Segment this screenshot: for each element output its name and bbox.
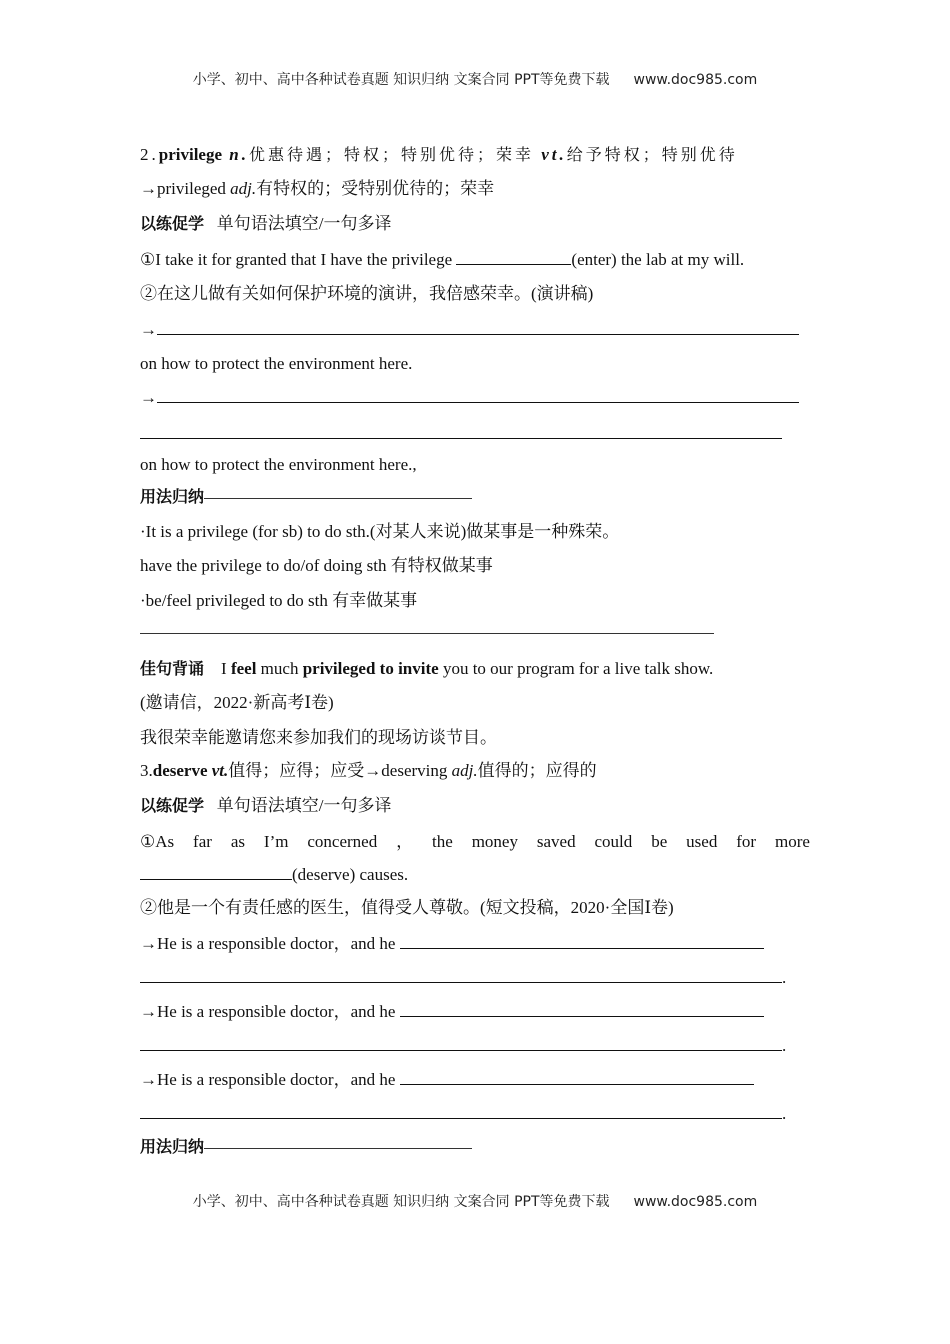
answer-line <box>140 1102 786 1126</box>
usage-item: ·It is a privilege (for sb) to do sth.(对某人来说)做某事是一种殊荣。 <box>140 522 620 541</box>
usage-label: 用法归纳 <box>140 1137 205 1156</box>
derived-word: →privileged <box>140 179 231 198</box>
entry-deserve-title <box>140 759 597 783</box>
pos: vt. <box>541 145 567 164</box>
headword: privilege <box>158 145 223 164</box>
meaning: 给予特权；特别优待 <box>566 145 738 164</box>
answer-line <box>140 1068 754 1092</box>
answer-tail: on how to protect the environment here. <box>140 354 413 373</box>
answer-line <box>140 1034 786 1058</box>
practice-heading <box>140 794 392 818</box>
question-text: (enter) the lab at my will. <box>571 250 745 269</box>
question-word: more <box>774 832 810 851</box>
pos: vt. <box>211 761 229 780</box>
usage-heading <box>140 485 472 509</box>
answer-tail: on how to protect the environment here., <box>140 455 417 474</box>
text: I <box>221 659 231 678</box>
question-word: far <box>193 832 212 851</box>
answer-blank[interactable] <box>400 934 764 949</box>
practice-heading <box>140 212 392 236</box>
answer-prefix: →He is a responsible doctor，and he <box>140 1070 400 1089</box>
period: . <box>782 1104 787 1123</box>
question-word: saved <box>536 832 576 851</box>
page-footer <box>0 1191 950 1211</box>
entry-number: 3. <box>140 761 153 780</box>
text: you to our program for a live talk show. <box>438 659 714 678</box>
pos: adj. <box>451 761 478 780</box>
derived-line <box>140 177 494 201</box>
question-word: ， <box>396 832 414 851</box>
meaning: 有特权的；受特别优待的；荣幸 <box>256 179 495 198</box>
practice-type: 单句语法填空/一句多译 <box>216 796 392 815</box>
divider <box>204 1148 472 1149</box>
answer-line <box>140 318 799 342</box>
recite-source: (邀请信，2022·新高考Ⅰ卷) <box>140 693 334 712</box>
answer-blank[interactable] <box>140 424 782 439</box>
question-word: could <box>594 832 633 851</box>
question-1-cont <box>140 863 408 887</box>
question-word: for <box>736 832 757 851</box>
question-word: used <box>686 832 718 851</box>
answer-line <box>140 932 764 956</box>
question-word: ①As <box>140 832 175 851</box>
question-word: be <box>651 832 668 851</box>
question-word: the <box>432 832 453 851</box>
footer-url: www.doc985.com <box>633 1194 758 1210</box>
text: much <box>256 659 303 678</box>
usage-item: ·be/feel privileged to do sth 有幸做某事 <box>140 591 418 610</box>
divider <box>140 633 714 634</box>
answer-prefix: →He is a responsible doctor，and he <box>140 934 400 953</box>
usage-label: 用法归纳 <box>140 487 205 506</box>
answer-line <box>140 1000 764 1024</box>
entry-number: 2. <box>140 145 159 164</box>
meaning: 值得；应得；应受→deserving <box>228 761 452 780</box>
question-word: concerned <box>307 832 378 851</box>
usage-item: have the privilege to do/of doing sth 有特权做某事 <box>140 556 493 575</box>
pos: n. <box>229 145 249 164</box>
answer-line <box>140 966 786 990</box>
question-word: money <box>471 832 518 851</box>
highlight: feel <box>230 659 257 678</box>
page-header <box>0 69 950 89</box>
arrow-icon: → <box>140 320 157 339</box>
footer-text: 小学、初中、高中各种试卷真题 知识归纳 文案合同 PPT等免费下载 <box>192 1194 610 1210</box>
recite-sentence <box>140 657 713 681</box>
question-1 <box>140 248 744 272</box>
answer-blank[interactable] <box>140 1104 782 1119</box>
answer-blank[interactable] <box>140 865 292 880</box>
answer-line <box>140 386 799 410</box>
question-text: ①I take it for granted that I have the privilege <box>140 250 457 269</box>
question-word: as <box>230 832 245 851</box>
answer-blank[interactable] <box>400 1070 754 1085</box>
header-url: www.doc985.com <box>633 72 758 88</box>
question-2: ②在这儿做有关如何保护环境的演讲，我倍感荣幸。(演讲稿) <box>140 284 594 303</box>
meaning: 优惠待遇；特权；特别优待；荣幸 <box>248 145 534 164</box>
question-2: ②他是一个有责任感的医生，值得受人尊敬。(短文投稿，2020·全国Ⅰ卷) <box>140 898 674 917</box>
headword: deserve <box>152 761 208 780</box>
question-text: (deserve) causes. <box>292 865 409 884</box>
divider <box>204 498 472 499</box>
recite-label: 佳句背诵 <box>140 659 205 678</box>
answer-prefix: →He is a responsible doctor，and he <box>140 1002 400 1021</box>
answer-blank[interactable] <box>157 320 799 335</box>
answer-blank[interactable] <box>400 1002 764 1017</box>
answer-blank[interactable] <box>140 968 782 983</box>
recite-translation: 我很荣幸能邀请您来参加我们的现场访谈节目。 <box>140 728 497 747</box>
answer-blank[interactable] <box>140 1036 782 1051</box>
practice-label: 以练促学 <box>140 214 205 233</box>
answer-blank[interactable] <box>157 388 799 403</box>
question-1 <box>140 830 810 854</box>
usage-heading <box>140 1135 472 1159</box>
practice-type: 单句语法填空/一句多译 <box>216 214 392 233</box>
pos: adj. <box>230 179 257 198</box>
highlight: privileged to invite <box>302 659 439 678</box>
practice-label: 以练促学 <box>140 796 205 815</box>
meaning: 值得的；应得的 <box>477 761 597 780</box>
arrow-icon: → <box>140 388 157 407</box>
header-text: 小学、初中、高中各种试卷真题 知识归纳 文案合同 PPT等免费下载 <box>192 72 610 88</box>
entry-privilege-title <box>140 143 738 167</box>
answer-blank[interactable] <box>456 250 571 265</box>
period: . <box>782 1036 787 1055</box>
question-word: I’m <box>263 832 289 851</box>
answer-line <box>140 422 782 446</box>
period: . <box>782 968 787 987</box>
